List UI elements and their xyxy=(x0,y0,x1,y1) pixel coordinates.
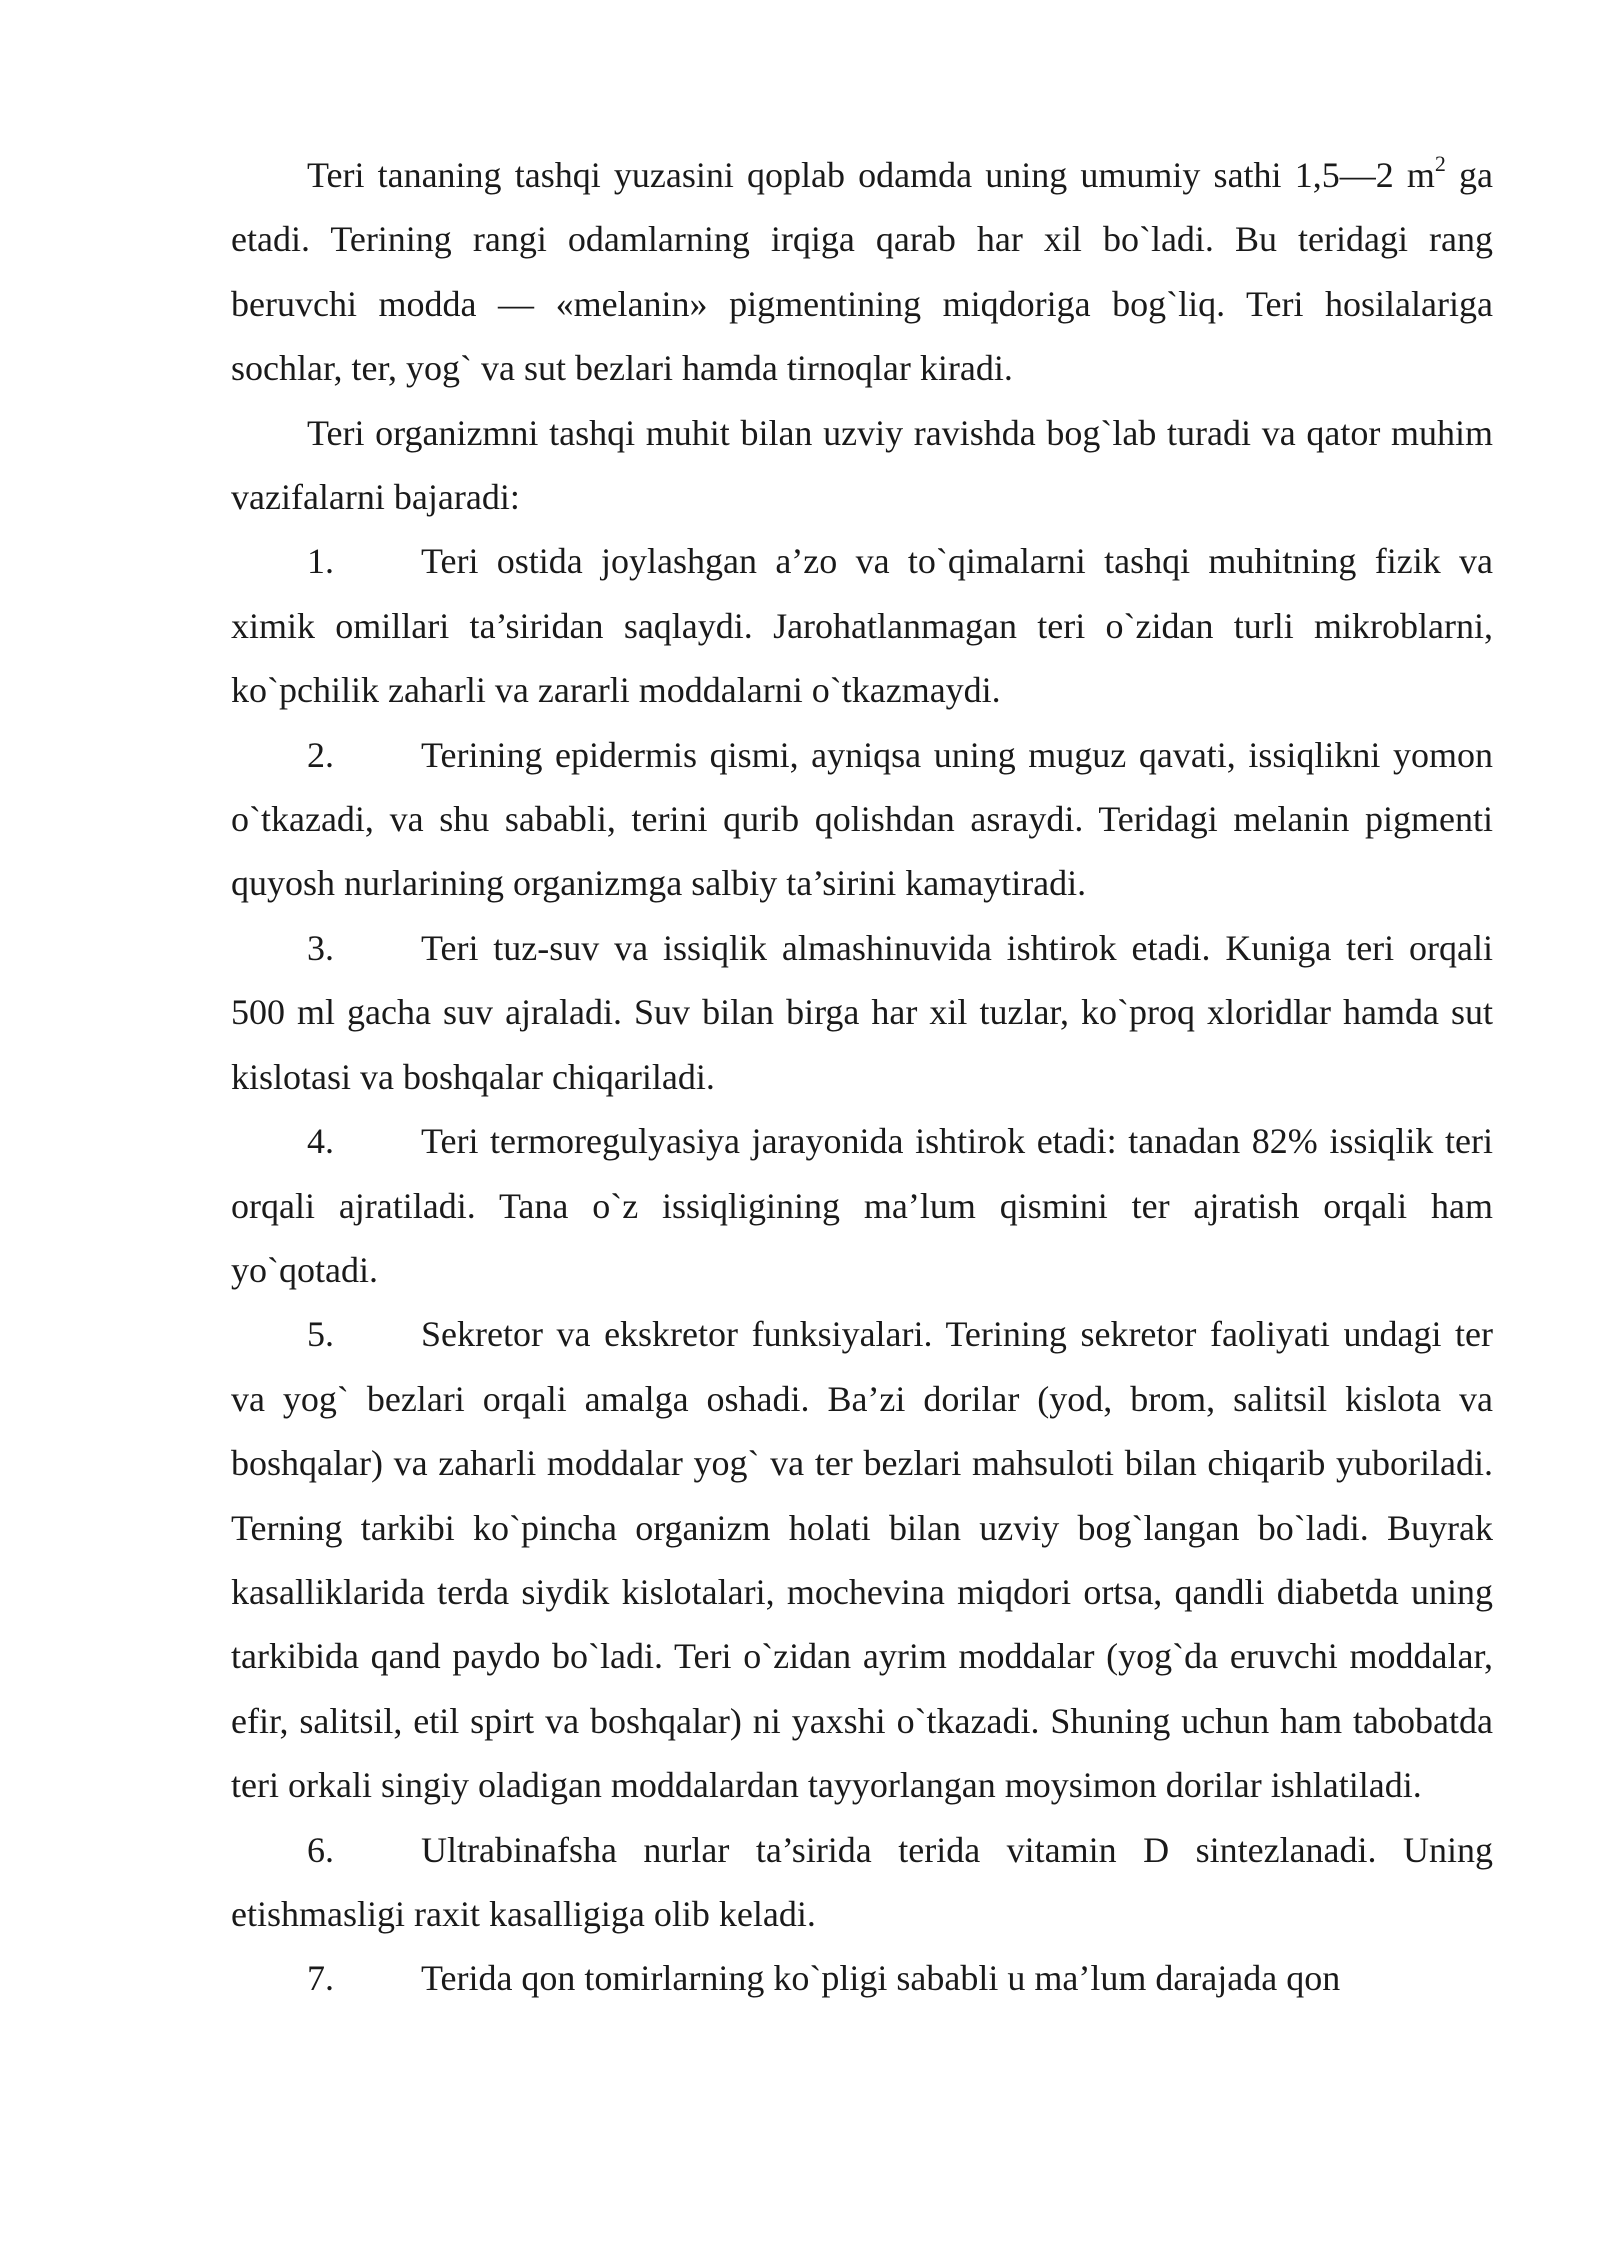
list-item-number: 4. xyxy=(307,1121,334,1162)
list-item-number: 2. xyxy=(307,734,334,775)
list-item-number: 3. xyxy=(307,927,334,968)
superscript-2: 2 xyxy=(1434,151,1446,176)
list-item-3 xyxy=(231,916,1493,1109)
list-item-number: 1. xyxy=(307,541,334,582)
intro-paragraph-1 xyxy=(231,143,1493,401)
list-item-number: 6. xyxy=(307,1829,334,1870)
intro-paragraph-1-rest: ga etadi. Terining rangi odamlarning irqiga qarab har xil bo`ladi. Bu teridagi rang beruvchi modda — «melanin» pigmentining miqdoriga bog`liq. Teri hosilalariga sochlar, ter, yog` va sut bezlari hamda tirnoqlar kiradi. xyxy=(231,155,1493,389)
document-page xyxy=(231,143,1493,2011)
list-item-4 xyxy=(231,1109,1493,1302)
list-item-text: Teri tuz-suv va issiqlik almashinuvida ishtirok etadi. Kuniga teri orqali 500 ml gacha suv ajraladi. Suv bilan birga har xil tuzlar, ko`proq xloridlar hamda sut kislotasi va boshqalar chiqariladi. xyxy=(231,927,1493,1097)
list-item-text: Sekretor va ekskretor funksiyalari. Terining sekretor faoliyati undagi ter va yog` bezlari orqali amalga oshadi. Ba’zi dorilar (yod, brom, salitsil kislota va boshqalar) va zaharli moddalar yog` va ter bezlari mahsuloti bilan chiqarib yuboriladi. Terning tarkibi ko`pincha organizm holati bilan uzviy bog`langan bo`ladi. Buyrak kasalliklarida terda siydik kislotalari, mochevina miqdori ortsa, qandli diabetda uning tarkibida qand paydo bo`ladi. Teri o`zidan ayrim moddalar (yog`da eruvchi moddalar, efir, salitsil, etil spirt va boshqalar) ni yaxshi o`tkazadi. Shuning uchun ham tabobatda teri orkali singiy oladigan moddalardan tayyorlangan moysimon dorilar ishlatiladi. xyxy=(231,1314,1493,1806)
list-item-7 xyxy=(231,1946,1493,2010)
list-item-6 xyxy=(231,1818,1493,1947)
intro-paragraph-2: Teri organizmni tashqi muhit bilan uzviy ravishda bog`lab turadi va qator muhim vazifalarni bajaradi: xyxy=(231,412,1493,518)
list-item-2 xyxy=(231,723,1493,916)
intro-paragraph-1-text: Teri tananing tashqi yuzasini qoplab odamda uning umumiy sathi 1,5—2 m xyxy=(307,155,1435,195)
list-item-number: 5. xyxy=(307,1314,334,1355)
list-item-text: Terining epidermis qismi, ayniqsa uning muguz qavati, issiqlikni yomon o`tkazadi, va shu sababli, terini qurib qolishdan asraydi. Teridagi melanin pigmenti quyosh nurlarining organizmga salbiy ta’sirini kamaytiradi. xyxy=(231,734,1493,904)
list-item-5 xyxy=(231,1302,1493,1817)
list-item-1 xyxy=(231,529,1493,722)
list-item-text: Terida qon tomirlarning ko`pligi sababli u ma’lum darajada qon xyxy=(421,1958,1341,1999)
list-item-number: 7. xyxy=(307,1958,334,1999)
list-item-text: Ultrabinafsha nurlar ta’sirida terida vitamin D sintezlanadi. Uning etishmasligi raxit kasalligiga olib keladi. xyxy=(231,1829,1493,1934)
list-item-text: Teri ostida joylashgan a’zo va to`qimalarni tashqi muhitning fizik va ximik omillari ta’siridan saqlaydi. Jarohatlanmagan teri o`zidan turli mikroblarni, ko`pchilik zaharli va zararli moddalarni o`tkazmaydi. xyxy=(231,541,1493,711)
list-item-text: Teri termoregulyasiya jarayonida ishtirok etadi: tanadan 82% issiqlik teri orqali ajratiladi. Tana o`z issiqligining ma’lum qismini ter ajratish orqali ham yo`qotadi. xyxy=(231,1121,1493,1290)
